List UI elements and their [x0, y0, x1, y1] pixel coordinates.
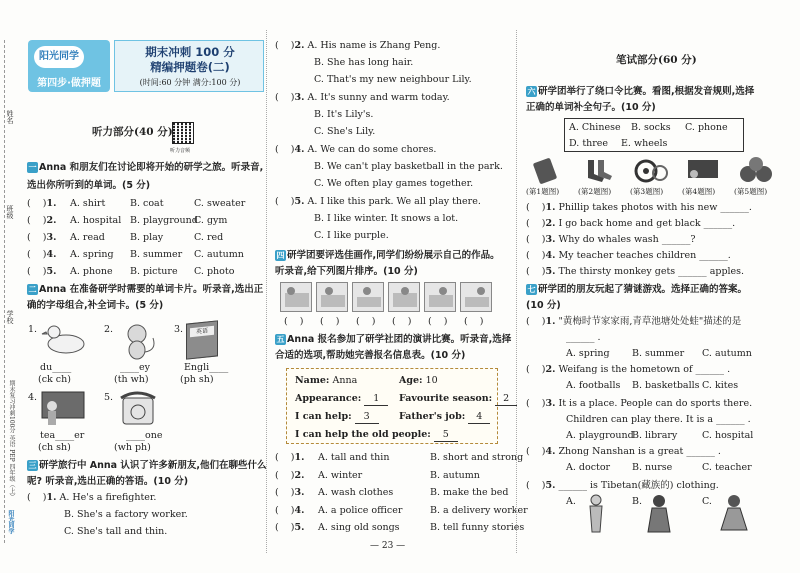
answer-bracket[interactable]: ( )3. — [27, 232, 57, 243]
word-option-e: E. wheels — [621, 138, 668, 149]
option-c[interactable]: C. kites — [702, 380, 739, 391]
card-1-number: 1. — [28, 324, 38, 335]
answer-bracket[interactable]: ( )3. — [275, 487, 305, 498]
section-2-number: 二 — [28, 285, 37, 294]
option-a[interactable]: A. wash clothes — [318, 487, 394, 498]
option-a[interactable]: A. phone — [70, 266, 113, 277]
section-1-instruction-2: 选出你所听到的单词。(5 分) — [27, 180, 151, 191]
option-c[interactable]: C. — [702, 496, 712, 507]
answer-bracket[interactable]: ( )5. ______ is Tibetan(藏族的) clothing. — [526, 480, 719, 491]
card-5-options[interactable]: (wh ph) — [114, 442, 151, 453]
option-c[interactable]: C. autumn — [702, 348, 752, 359]
section-1-instruction: 一 Anna 和朋友们在讨论即将开始的研学之旅。听录音, — [28, 162, 264, 173]
option-a[interactable]: A. playground — [566, 430, 634, 441]
option-b[interactable]: B. nurse — [632, 462, 673, 473]
card-4-options[interactable]: (ch sh) — [38, 442, 71, 453]
s3-q1-bracket[interactable]: ( )1. A. He's a firefighter. — [27, 492, 157, 503]
option-b[interactable]: B. short and strong — [430, 452, 524, 463]
card-1-word: du____ — [40, 362, 72, 373]
answer-bracket[interactable]: ( )1. "黄梅时节家家雨,青草池塘处处蛙"描述的是 — [526, 316, 742, 327]
brand-logo: 阳光同学 — [34, 46, 84, 68]
answer-bracket[interactable]: ( )4. — [27, 249, 57, 260]
option-a[interactable]: A. a police officer — [318, 504, 403, 516]
option-a[interactable]: A. sing old songs — [318, 522, 400, 533]
option-b[interactable]: B. autumn — [430, 469, 480, 481]
form-name-row: Name: Anna — [295, 375, 358, 386]
option-b[interactable]: B. summer — [632, 348, 685, 359]
word-box — [564, 118, 744, 152]
option-b[interactable]: B. I like winter. It snows a lot. — [314, 213, 459, 224]
classroom-picture — [460, 282, 492, 312]
answer-bracket[interactable]: ( )2. I go back home and get black ______. — [526, 218, 736, 229]
exam-meta: (时间:60 分钟 满分:100 分) — [139, 78, 241, 87]
column-divider-1 — [266, 30, 267, 553]
option-c[interactable]: C. sweater — [194, 198, 246, 209]
registration-form — [286, 368, 510, 444]
section-6-instruction-2: 正确的单词补全句子。(10 分) — [526, 102, 656, 113]
answer-bracket[interactable]: ( )5. — [275, 522, 305, 533]
header-logo-block — [28, 40, 110, 92]
order-bracket[interactable]: ( ) — [284, 316, 304, 327]
card-4-number: 4. — [28, 392, 38, 403]
answer-bracket[interactable]: ( )1. — [27, 198, 57, 209]
side-label-name: 姓名 — [6, 110, 14, 124]
form-age-row: Age: 10 — [399, 375, 438, 386]
card-3-options[interactable]: (ph sh) — [180, 374, 214, 385]
card-5-number: 5. — [104, 392, 114, 403]
section-3-instruction: 三 研学旅行中 Anna 认识了许多新朋友,他们在聊些什么 — [28, 460, 267, 471]
option-a[interactable]: A. winter — [318, 469, 363, 481]
form-appearance-row[interactable]: Appearance: 1 — [295, 393, 388, 406]
qr-label: 听力音频 — [170, 148, 191, 154]
picture-label: (第2题图) — [578, 187, 612, 196]
option-a[interactable]: A. footballs — [566, 380, 621, 391]
answer-bracket[interactable]: ( )3. It is a place. People can do sports there. — [526, 398, 753, 409]
chinese-class-picture — [686, 158, 720, 184]
section-6-number: 六 — [527, 87, 536, 96]
duck-picture — [40, 322, 88, 356]
landscape-picture — [316, 282, 348, 312]
section-4-number: 四 — [276, 251, 285, 260]
option-b[interactable]: B. a delivery worker — [430, 504, 528, 516]
answer-bracket[interactable]: ( )2. A. His name is Zhang Peng. — [275, 40, 441, 51]
listening-title: 听力部分(40 分) — [92, 126, 173, 138]
answer-bracket[interactable]: ( )3. Why do whales wash ______? — [526, 234, 696, 245]
option-b[interactable]: B. library — [632, 430, 678, 441]
answer-bracket[interactable]: ( )3. A. It's sunny and warm today. — [275, 92, 450, 103]
option-b[interactable]: B. tell funny stories — [430, 522, 525, 533]
sweater-picture — [352, 282, 384, 312]
section-1-number: 一 — [28, 163, 37, 172]
form-help-row[interactable]: I can help: 3 — [295, 411, 379, 424]
section-3-number: 三 — [28, 461, 37, 470]
option-a[interactable]: A. spring — [566, 348, 610, 359]
option-c[interactable]: C. We often play games together. — [314, 178, 474, 189]
option-c[interactable]: C. autumn — [194, 249, 244, 260]
side-label-class: 班级 — [6, 205, 14, 219]
order-bracket[interactable]: ( ) — [356, 316, 376, 327]
option-b[interactable]: B. picture — [130, 266, 178, 277]
option-a[interactable]: A. hospital — [70, 215, 122, 226]
column-3 — [520, 0, 800, 573]
answer-bracket[interactable]: ( )4. — [275, 504, 305, 516]
section-3-instruction-2: 呢? 听录音,选出正确的答语。(10 分) — [27, 476, 189, 487]
option-a[interactable]: A. read — [70, 232, 105, 243]
option-b[interactable]: B. coat — [130, 198, 164, 209]
option-c[interactable]: C. I like purple. — [314, 230, 389, 241]
form-season-row[interactable]: Favourite season: 2 — [399, 393, 517, 406]
answer-bracket[interactable]: ( )2. Weifang is the hometown of ______ . — [526, 364, 731, 375]
option-b[interactable]: B. play — [130, 232, 164, 243]
word-option-b: B. socks — [631, 122, 671, 133]
picture-label: (第1题图) — [526, 187, 560, 196]
s3-q1-option-b[interactable]: B. She's a factory worker. — [64, 509, 188, 520]
option-b[interactable]: B. summer — [130, 249, 183, 260]
option-c[interactable]: C. That's my new neighbour Lily. — [314, 74, 472, 85]
option-c[interactable]: C. gym — [194, 215, 228, 226]
card-3-number: 3. — [174, 324, 184, 335]
card-4-word: tea____er — [40, 430, 85, 441]
side-brand-logo: 阳光同学 — [7, 510, 14, 534]
option-b[interactable]: B. — [632, 496, 643, 507]
answer-bracket[interactable]: ( )4. Zhong Nanshan is a great ______ . — [526, 446, 721, 457]
qr-code[interactable] — [172, 122, 194, 144]
step-label: 第四步·做押题 — [37, 78, 101, 89]
question-continued: Children can play there. It is a ______ . — [566, 414, 751, 425]
order-bracket[interactable]: ( ) — [392, 316, 412, 327]
monkey-picture — [117, 322, 161, 360]
section-5-instruction: 五 Anna 报名参加了研学社团的演讲比赛。听录音,选择 — [276, 334, 512, 345]
option-b[interactable]: B. We can't play basketball in the park. — [314, 161, 503, 172]
side-strip — [0, 0, 22, 573]
option-c[interactable]: C. She's Lily. — [314, 126, 376, 137]
answer-bracket[interactable]: ( )1. Phillip takes photos with his new ______. — [526, 202, 752, 213]
english-book-picture — [186, 320, 218, 359]
order-bracket[interactable]: ( ) — [320, 316, 340, 327]
option-b[interactable]: B. playground — [130, 215, 198, 226]
tibetan-option-a-picture — [586, 494, 606, 534]
side-book-title: 期末复习冲刺100分 英语 PEP 四年级（上） — [8, 380, 15, 500]
card-2-word: ____ey — [120, 362, 150, 373]
picture-label: (第5题图) — [734, 187, 768, 196]
section-5-number: 五 — [276, 335, 285, 344]
word-option-a: A. Chinese — [569, 122, 621, 133]
section-7-number: 七 — [527, 285, 536, 294]
telephone-picture — [117, 390, 157, 428]
section-2-instruction-2: 确的字母组合,补全词卡。(5 分) — [27, 300, 164, 311]
black-socks-picture — [582, 158, 616, 184]
answer-bracket[interactable]: ( )5. — [27, 266, 57, 277]
option-c[interactable]: C. red — [194, 232, 224, 243]
side-label-school: 学校 — [6, 310, 14, 324]
option-a[interactable]: A. doctor — [566, 462, 611, 473]
section-7-instruction-2: (10 分) — [526, 300, 561, 311]
option-c[interactable]: C. hospital — [702, 430, 754, 441]
order-bracket[interactable]: ( ) — [428, 316, 448, 327]
section-7-instruction: 七 研学团的朋友玩起了猜谜游戏。选择正确的答案。 — [527, 284, 748, 295]
option-a[interactable]: A. — [566, 496, 576, 507]
order-bracket[interactable]: ( ) — [464, 316, 484, 327]
card-3-word: Engli____ — [184, 362, 229, 373]
form-old-row[interactable]: I can help the old people: 5 — [295, 429, 458, 442]
teacher-picture — [40, 390, 86, 426]
form-father-row[interactable]: Father's job: 4 — [399, 411, 490, 424]
exam-title-2: 精编押题卷(二) — [150, 60, 230, 74]
option-c[interactable]: C. photo — [194, 266, 235, 277]
answer-bracket[interactable]: ( )1. — [275, 452, 305, 463]
option-a[interactable]: A. spring — [70, 249, 114, 260]
option-c[interactable]: C. teacher — [702, 462, 752, 473]
writing-title: 笔试部分(60 分) — [616, 54, 697, 66]
section-5-instruction-2: 合适的选项,帮助她完善报名信息表。(10 分) — [275, 350, 466, 361]
family-picture — [280, 282, 312, 312]
picture-label: (第4题图) — [682, 187, 716, 196]
option-a[interactable]: A. shirt — [70, 198, 106, 209]
answer-bracket[interactable]: ( )5. A. I like this park. We all play there. — [275, 196, 481, 207]
card-2-number: 2. — [104, 324, 114, 335]
card-2-options[interactable]: (th wh) — [114, 374, 149, 385]
camera-phone-picture — [530, 158, 564, 184]
answer-bracket[interactable]: ( )4. My teacher teaches children ______. — [526, 250, 731, 261]
lighthouse-picture — [424, 282, 456, 312]
page-number: — 23 — — [370, 541, 406, 551]
teacher-picture — [388, 282, 420, 312]
s3-q1-option-c[interactable]: C. She's tall and thin. — [64, 526, 168, 537]
three-apples-picture — [738, 156, 774, 184]
answer-bracket[interactable]: ( )4. A. We can do some chores. — [275, 144, 437, 155]
card-1-options[interactable]: (ck ch) — [38, 374, 71, 385]
book-cover-text: 英语 — [190, 326, 214, 338]
section-2-instruction: 二 Anna 在准备研学时需要的单词卡片。听录音,选出正 — [28, 284, 264, 295]
word-option-c: C. phone — [685, 122, 728, 133]
section-6-instruction: 六 研学团举行了绕口令比赛。看图,根据发音规则,选择 — [527, 86, 755, 97]
exam-title-1: 期末冲刺 100 分 — [145, 45, 235, 59]
section-4-instruction-2: 听录音,给下列图片排序。(10 分) — [275, 266, 418, 277]
option-b[interactable]: B. She has long hair. — [314, 57, 414, 68]
tibetan-option-c-picture — [720, 494, 748, 534]
column-1 — [22, 0, 265, 573]
option-b[interactable]: B. make the bed — [430, 487, 509, 498]
card-5-word: ____one — [126, 430, 163, 441]
answer-bracket[interactable]: ( )5. The thirsty monkey gets ______ apples. — [526, 266, 745, 277]
question-continued: ______ . — [566, 332, 601, 343]
option-b[interactable]: B. basketballs — [632, 380, 700, 391]
tibetan-option-b-picture — [646, 494, 672, 534]
answer-bracket[interactable]: ( )2. — [27, 215, 57, 226]
header-title-block — [114, 40, 264, 92]
answer-bracket[interactable]: ( )2. — [275, 469, 305, 481]
option-a[interactable]: A. tall and thin — [318, 452, 390, 463]
picture-label: (第3题图) — [630, 187, 664, 196]
column-divider-2 — [516, 30, 517, 553]
section-4-instruction: 四 研学团要评选佳画作,同学们纷纷展示自己的作品。 — [276, 250, 500, 261]
wheels-picture — [634, 158, 668, 184]
column-2 — [270, 0, 528, 573]
word-option-d: D. three — [569, 138, 609, 149]
option-b[interactable]: B. It's Lily's. — [314, 109, 374, 120]
